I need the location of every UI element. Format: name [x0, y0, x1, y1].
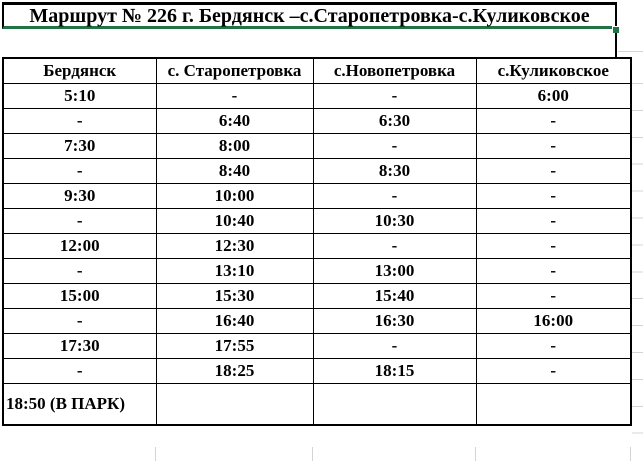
gridline-stub [155, 447, 156, 461]
table-row [3, 308, 631, 333]
table-row [3, 283, 631, 308]
cell-time[interactable]: 16:00 [476, 308, 631, 333]
table-row [3, 83, 631, 108]
cell-time[interactable]: - [476, 133, 631, 158]
cell-time[interactable]: - [476, 283, 631, 308]
cell-time[interactable]: 10:00 [156, 183, 313, 208]
table-row [3, 208, 631, 233]
cell-time[interactable]: - [3, 258, 156, 283]
col-header-berdyansk[interactable]: Бердянск [3, 58, 156, 83]
cell-time[interactable]: 15:30 [156, 283, 313, 308]
col-header-staropetrovka[interactable]: с. Старопетровка [156, 58, 313, 83]
cell-time[interactable]: - [476, 333, 631, 358]
cell-time[interactable]: - [476, 258, 631, 283]
col-header-novopetrovka[interactable]: с.Новопетровка [313, 58, 476, 83]
cell-time[interactable]: 5:10 [3, 83, 156, 108]
cell-park-time[interactable]: 18:50 (В ПАРК) [3, 383, 156, 425]
gridline-margin [632, 83, 643, 448]
route-title: Маршрут № 226 г. Бердянск –с.Старопетровка-с.Куликовское [29, 4, 590, 27]
cell-time[interactable]: - [476, 183, 631, 208]
gridline-stub [630, 447, 631, 461]
cell-time[interactable]: 13:10 [156, 258, 313, 283]
cell-time[interactable]: 9:30 [3, 183, 156, 208]
cell-time[interactable]: - [313, 83, 476, 108]
cell-time[interactable]: 6:00 [476, 83, 631, 108]
cell-time[interactable]: 7:30 [3, 133, 156, 158]
gridline-stub [312, 447, 313, 461]
cell-time[interactable]: - [476, 158, 631, 183]
cell-time[interactable]: 8:30 [313, 158, 476, 183]
cell-time[interactable]: 12:00 [3, 233, 156, 258]
cell-time[interactable]: 8:00 [156, 133, 313, 158]
cell-time[interactable]: - [476, 358, 631, 383]
cell-time[interactable]: 16:40 [156, 308, 313, 333]
table-row [3, 158, 631, 183]
route-title-cell[interactable] [2, 2, 617, 29]
cell-time[interactable]: - [3, 358, 156, 383]
cell-time[interactable]: - [3, 208, 156, 233]
table-row [3, 258, 631, 283]
table-row-park [3, 383, 631, 425]
cell-time[interactable]: 17:30 [3, 333, 156, 358]
cell-time[interactable]: - [313, 133, 476, 158]
cell-time[interactable]: 16:30 [313, 308, 476, 333]
table-row [3, 133, 631, 158]
gridline-stub [618, 51, 643, 52]
table-row [3, 108, 631, 133]
gridline-stub [475, 447, 476, 461]
cell-time[interactable]: 6:40 [156, 108, 313, 133]
cell-time[interactable]: 10:30 [313, 208, 476, 233]
cell-time[interactable]: - [313, 333, 476, 358]
table-row [3, 358, 631, 383]
cell-time[interactable]: 10:40 [156, 208, 313, 233]
cell-time[interactable]: 18:15 [313, 358, 476, 383]
timetable [2, 57, 632, 426]
cell-time[interactable]: - [313, 183, 476, 208]
table-row [3, 183, 631, 208]
table-row [3, 333, 631, 358]
cell-time[interactable]: - [313, 233, 476, 258]
cell-time[interactable]: - [3, 108, 156, 133]
cell-time[interactable]: - [156, 83, 313, 108]
cell-time[interactable]: 15:00 [3, 283, 156, 308]
cell-time[interactable]: 6:30 [313, 108, 476, 133]
cell-time[interactable]: 13:00 [313, 258, 476, 283]
cell-time[interactable]: 8:40 [156, 158, 313, 183]
cell-empty[interactable] [313, 383, 476, 425]
cell-time[interactable]: 18:25 [156, 358, 313, 383]
cell-empty[interactable] [156, 383, 313, 425]
cell-border-stub [615, 33, 617, 57]
cell-time[interactable]: - [476, 108, 631, 133]
cell-time[interactable]: 12:30 [156, 233, 313, 258]
cell-time[interactable]: 15:40 [313, 283, 476, 308]
col-header-kulikovskoe[interactable]: с.Куликовское [476, 58, 631, 83]
cell-time[interactable]: - [476, 208, 631, 233]
table-row [3, 233, 631, 258]
cell-time[interactable]: - [3, 158, 156, 183]
cell-time[interactable]: - [3, 308, 156, 333]
header-row [3, 58, 631, 83]
cell-time[interactable]: - [476, 233, 631, 258]
cell-time[interactable]: 17:55 [156, 333, 313, 358]
cell-empty[interactable] [476, 383, 631, 425]
